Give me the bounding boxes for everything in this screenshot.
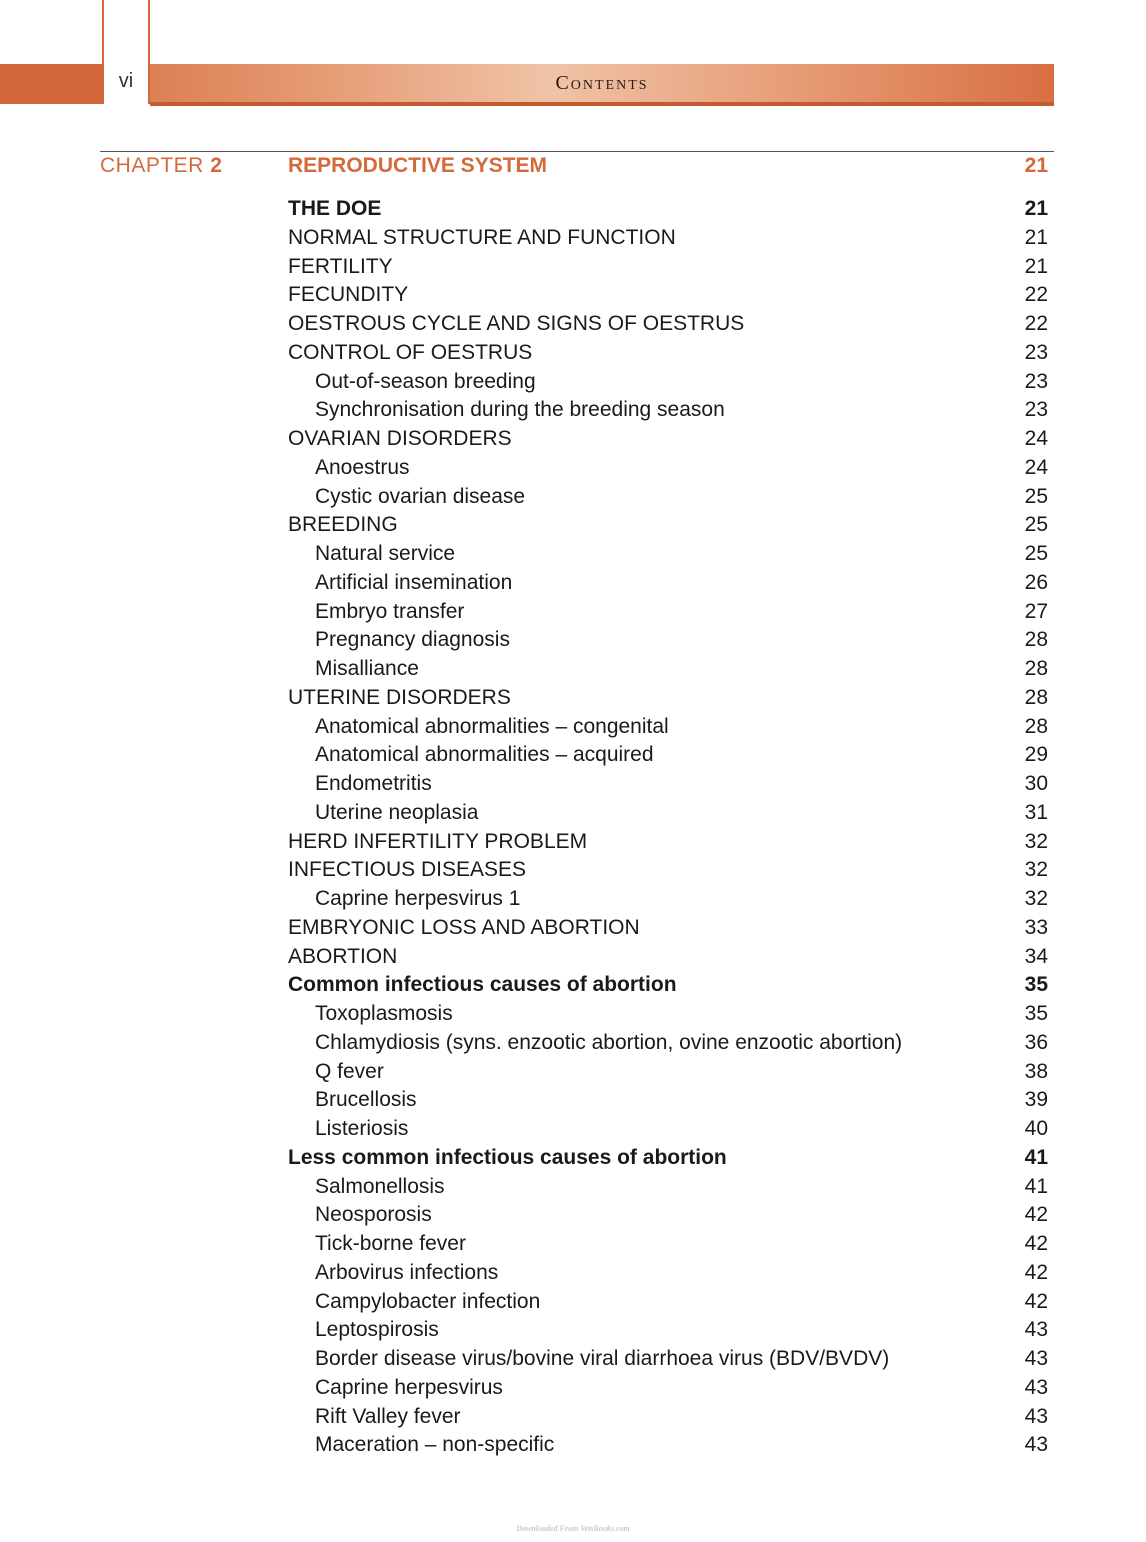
chapter-divider (100, 151, 1054, 152)
toc-entry[interactable] (288, 971, 1048, 1000)
toc-entry[interactable] (288, 281, 1048, 310)
toc-entry[interactable] (288, 684, 1048, 713)
toc-entry[interactable] (288, 253, 1048, 282)
toc-entry[interactable] (288, 1058, 1048, 1087)
toc-entry[interactable] (288, 1173, 1048, 1202)
toc-entry[interactable] (288, 1288, 1048, 1317)
toc-entry-title: THE DOE (288, 197, 382, 220)
toc-entry-page: 42 (1024, 1203, 1048, 1227)
toc-entry-title: Listeriosis (315, 1117, 409, 1140)
toc-entry-page: 41 (1024, 1174, 1048, 1198)
toc-entry-title: Leptospirosis (315, 1318, 439, 1342)
toc-entry-title: Artificial insemination (315, 570, 513, 594)
toc-entry-title: Cystic ovarian disease (315, 484, 526, 508)
toc-entry-page: 40 (1024, 1117, 1048, 1140)
toc-entry-page: 25 (1024, 513, 1048, 537)
toc-entry-title: Brucellosis (315, 1088, 417, 1112)
toc-entry-title: Toxoplasmosis (315, 1002, 453, 1025)
toc-entry-page: 24 (1024, 455, 1048, 479)
toc-entry-page: 23 (1024, 340, 1048, 364)
toc-entry-title: Q fever (315, 1059, 384, 1083)
toc-entry-title: Common infectious causes of abortion (288, 973, 677, 997)
chapter-number: 2 (210, 154, 223, 177)
toc-entry-title: Arbovirus infections (315, 1260, 499, 1284)
toc-entry[interactable] (288, 1115, 1048, 1144)
footer-watermark: Downloaded From VetsBooks.com (516, 1524, 630, 1533)
toc-entry-page: 34 (1024, 944, 1048, 968)
toc-entry[interactable] (288, 425, 1048, 454)
toc-entry-page: 35 (1024, 1002, 1048, 1025)
running-header-title: Contents (555, 72, 649, 94)
toc-entry-title: CONTROL OF OESTRUS (288, 340, 533, 364)
toc-entry[interactable] (288, 368, 1048, 397)
toc-entry-page: 28 (1024, 685, 1048, 709)
toc-entry-page: 43 (1024, 1433, 1048, 1457)
toc-entry-title: Campylobacter infection (315, 1289, 541, 1313)
toc-entry-page: 25 (1024, 542, 1048, 565)
toc-entry-page: 21 (1024, 254, 1048, 278)
toc-entry-title: Anatomical abnormalities – acquired (315, 743, 654, 767)
toc-entry-title: ABORTION (288, 944, 398, 968)
toc-entry-title: Embryo transfer (315, 599, 465, 623)
toc-entry-page: 23 (1024, 398, 1048, 422)
toc-entry[interactable] (288, 1230, 1048, 1259)
toc-entry-page: 21 (1024, 197, 1048, 220)
toc-entry[interactable] (288, 655, 1048, 684)
toc-entry[interactable] (288, 1431, 1048, 1460)
toc-entry-page: 32 (1024, 858, 1048, 882)
chapter-title[interactable]: REPRODUCTIVE SYSTEM (288, 154, 548, 177)
chapter-label (100, 154, 222, 178)
toc-entry-page: 42 (1024, 1289, 1048, 1313)
chapter-page-number: 21 (1024, 154, 1048, 177)
toc-entry-page: 28 (1024, 714, 1048, 738)
toc-entry-page: 41 (1024, 1145, 1048, 1169)
toc-entry-title: Tick-borne fever (315, 1232, 466, 1255)
toc-entry-page: 26 (1024, 570, 1048, 594)
toc-entry[interactable] (288, 569, 1048, 598)
toc-entry-title: Uterine neoplasia (315, 800, 479, 824)
toc-entry-title: Natural service (315, 542, 456, 565)
toc-list (288, 195, 1048, 1460)
toc-entry[interactable] (288, 396, 1048, 425)
toc-entry-title: Misalliance (315, 657, 419, 680)
toc-entry[interactable] (288, 224, 1048, 253)
toc-entry-page: 36 (1024, 1030, 1048, 1054)
toc-entry-title: FERTILITY (288, 254, 393, 278)
toc-entry-title: Anatomical abnormalities – congenital (315, 714, 669, 738)
toc-entry-title: UTERINE DISORDERS (288, 685, 511, 709)
toc-entry[interactable] (288, 799, 1048, 828)
toc-entry[interactable] (288, 540, 1048, 569)
toc-entry[interactable] (288, 741, 1048, 770)
toc-entry-title: Rift Valley fever (315, 1404, 461, 1428)
toc-entry-title: OVARIAN DISORDERS (288, 427, 512, 450)
toc-entry[interactable] (288, 626, 1048, 655)
toc-entry-page: 28 (1024, 628, 1048, 652)
toc-entry-title: Less common infectious causes of abortion (288, 1145, 727, 1169)
toc-entry-page: 38 (1024, 1059, 1048, 1083)
toc-entry-page: 43 (1024, 1375, 1048, 1399)
toc-entry[interactable] (288, 310, 1048, 339)
toc-entry-title: EMBRYONIC LOSS AND ABORTION (288, 915, 640, 939)
toc-entry[interactable] (288, 1259, 1048, 1288)
toc-entry-page: 32 (1024, 887, 1048, 910)
page-number: vi (118, 70, 134, 92)
toc-entry-page: 35 (1024, 973, 1048, 997)
toc-entry-title: Anoestrus (315, 455, 410, 479)
toc-entry-title: Caprine herpesvirus 1 (315, 887, 521, 910)
toc-entry-page: 31 (1024, 800, 1048, 824)
toc-entry[interactable] (288, 598, 1048, 627)
toc-entry-title: Neosporosis (315, 1203, 432, 1227)
toc-entry[interactable] (288, 943, 1048, 972)
toc-entry-page: 24 (1024, 427, 1048, 450)
toc-entry[interactable] (288, 770, 1048, 799)
toc-entry-page: 42 (1024, 1232, 1048, 1255)
toc-entry[interactable] (288, 1029, 1048, 1058)
toc-entry-title: OESTROUS CYCLE AND SIGNS OF OESTRUS (288, 312, 745, 335)
toc-entry-page: 43 (1024, 1347, 1048, 1370)
header-left-strip (0, 64, 102, 104)
toc-entry-title: Salmonellosis (315, 1174, 445, 1198)
toc-entry-title: HERD INFERTILITY PROBLEM (288, 829, 588, 853)
toc-entry-page: 29 (1024, 743, 1048, 767)
toc-entry-title: Out-of-season breeding (315, 369, 536, 393)
toc-entry[interactable] (288, 914, 1048, 943)
toc-entry[interactable] (288, 483, 1048, 512)
toc-entry-title: Caprine herpesvirus (315, 1375, 503, 1399)
toc-entry[interactable] (288, 856, 1048, 885)
toc-entry[interactable] (288, 713, 1048, 742)
toc-entry-page: 33 (1024, 915, 1048, 939)
toc-entry[interactable] (288, 1144, 1048, 1173)
toc-entry[interactable] (288, 885, 1048, 914)
toc-entry[interactable] (288, 339, 1048, 368)
toc-entry[interactable] (288, 511, 1048, 540)
toc-entry-page: 22 (1024, 312, 1048, 335)
toc-entry-page: 43 (1024, 1404, 1048, 1428)
toc-entry-title: Chlamydiosis (syns. enzootic abortion, ovine enzootic abortion) (315, 1030, 903, 1054)
toc-entry-page: 25 (1024, 484, 1048, 508)
toc-entry[interactable] (288, 1201, 1048, 1230)
toc-entry-title: Pregnancy diagnosis (315, 628, 510, 652)
toc-entry-title: Border disease virus/bovine viral diarrhoea virus (BDV/BVDV) (315, 1347, 890, 1370)
toc-entry[interactable] (288, 454, 1048, 483)
toc-entry[interactable] (288, 1374, 1048, 1403)
toc-entry[interactable] (288, 828, 1048, 857)
toc-entry-page: 28 (1024, 657, 1048, 680)
toc-entry-page: 22 (1024, 283, 1048, 307)
toc-entry[interactable] (288, 1403, 1048, 1432)
toc-entry-page: 43 (1024, 1318, 1048, 1342)
toc-entry[interactable] (288, 1345, 1048, 1374)
toc-entry[interactable] (288, 1000, 1048, 1029)
toc-entry[interactable] (288, 1086, 1048, 1115)
toc-entry-page: 21 (1024, 225, 1048, 249)
toc-entry-page: 39 (1024, 1088, 1048, 1112)
header-underline (150, 102, 1054, 106)
toc-entry[interactable] (288, 1316, 1048, 1345)
toc-entry-title: Maceration – non-specific (315, 1433, 555, 1457)
toc-entry-title: Endometritis (315, 772, 432, 795)
toc-entry-title: NORMAL STRUCTURE AND FUNCTION (288, 225, 676, 249)
toc-entry-title: INFECTIOUS DISEASES (288, 858, 527, 882)
chapter-word: CHAPTER (100, 154, 204, 177)
toc-entry-page: 30 (1024, 772, 1048, 795)
toc-entry-title: Synchronisation during the breeding season (315, 398, 725, 422)
toc-entry-page: 42 (1024, 1260, 1048, 1284)
toc-entry-page: 32 (1024, 829, 1048, 853)
toc-entry[interactable] (288, 195, 1048, 224)
toc-entry-page: 27 (1024, 599, 1048, 623)
toc-entry-page: 23 (1024, 369, 1048, 393)
toc-entry-title: FECUNDITY (288, 283, 409, 307)
toc-entry-title: BREEDING (288, 513, 398, 537)
